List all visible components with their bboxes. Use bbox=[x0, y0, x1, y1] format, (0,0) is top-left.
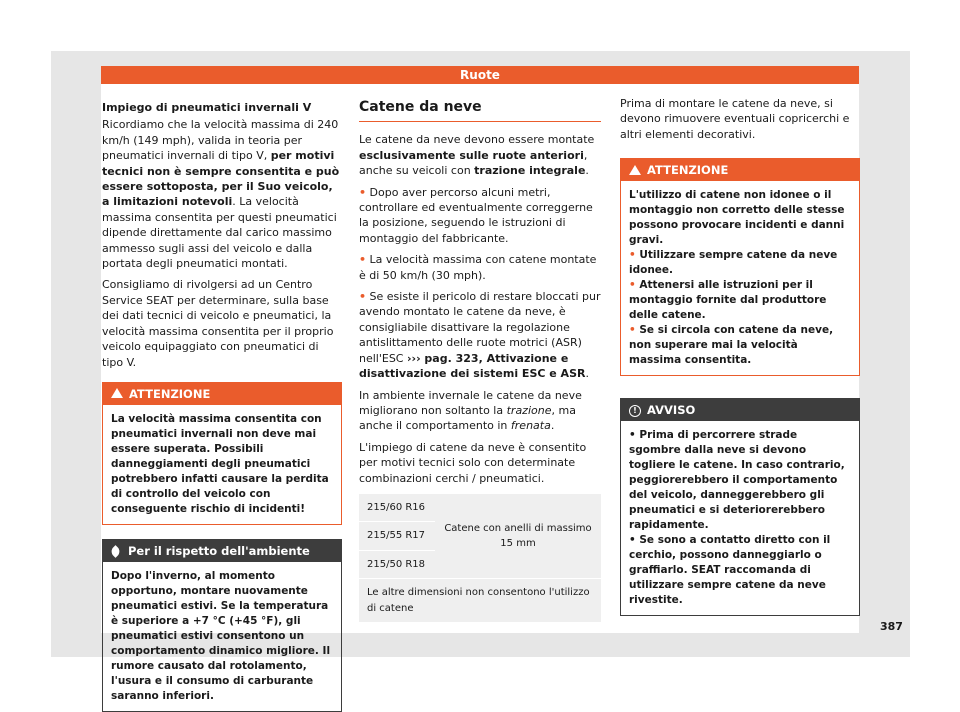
warning-bullet: • Attenersi alle istruzioni per il montaggio fornite dal produttore delle catene. bbox=[629, 279, 827, 322]
chains-table bbox=[359, 494, 601, 622]
winter-tyres-paragraph: Ricordiamo che la velocità massima di 240 km/h (149 mph), valida in teoria per pneumatici invernali di tipo V, per motivi tecnici non è sempre consentita e può essere sottoposta, per il Suo veicolo, a limitazioni notevoli. La velocità massima consentita per questi pneumatici dipende direttamente dal carico massimo ammesso sugli assi del veicolo e dalla portata degli pneumatici montati. bbox=[102, 118, 340, 271]
notice-body bbox=[621, 421, 859, 615]
environment-header: Per il rispetto dell'ambiente bbox=[103, 540, 341, 562]
chains-paragraph-3: L'impiego di catene da neve è consentito per motivi tecnici solo con determinate combinazioni cerchi / pneumatici. bbox=[359, 440, 587, 485]
bullet-icon: • bbox=[629, 249, 636, 262]
warning-bullet: • Se si circola con catene da neve, non superare mai la velocità massima consentita. bbox=[629, 324, 834, 367]
warning-text: La velocità massima consentita con pneumatici invernali non deve mai essere superata. Possibili danneggiamenti degli pneumatici potrebbero infatti causare la perdita di controllo del veicolo con conseguente rischio di incidenti! bbox=[111, 412, 329, 515]
warning-body bbox=[621, 181, 859, 375]
warning-header: ATTENZIONE bbox=[621, 159, 859, 181]
chains-intro: Le catene da neve devono essere montate esclusivamente sulle ruote anteriori, anche su veicoli con trazione integrale. bbox=[359, 133, 595, 178]
warning-bullet: • Utilizzare sempre catene da neve idonee. bbox=[629, 249, 838, 277]
warning-icon bbox=[629, 165, 641, 175]
bullet-icon: • bbox=[359, 185, 367, 199]
chains-paragraph-2: In ambiente invernale le catene da neve migliorano non soltanto la trazione, ma anche il comportamento in frenata. bbox=[359, 388, 582, 433]
warning-intro: L'utilizzo di catene non idonee o il montaggio non corretto delle stesse possono provocare incidenti e danni gravi. bbox=[629, 189, 845, 247]
chains-bullet-3: • Se esiste il pericolo di restare bloccati pur avendo montato le catene da neve, è consigliabile disattivare la regolazione antislittamento delle ruote motrici (ASR) nell'ESC ››› pag. 323, Attivazione e disattivazione dei sistemi ESC e ASR. bbox=[359, 290, 601, 381]
section-header: Ruote bbox=[101, 66, 859, 84]
bullet-icon: • bbox=[359, 253, 367, 267]
table-row bbox=[359, 494, 601, 522]
notice-bullet: • Se sono a contatto diretto con il cerchio, possono danneggiarlo o graffiarlo. SEAT raccomanda di utilizzare sempre catene da neve rivestite. bbox=[629, 534, 831, 607]
warning-box-speed bbox=[102, 382, 342, 525]
notice-bullet: • Prima di percorrere strade sgombre dalla neve si devono togliere le catene. In caso contrario, peggiorerebbero il comportamento del veicolo, danneggerebbero gli pneumatici e si deteriorerebbero rapidamente. bbox=[629, 429, 845, 532]
snow-chains-title: Catene da neve bbox=[359, 100, 601, 122]
table-footer: Le altre dimensioni non consentono l'utilizzo di catene bbox=[359, 579, 601, 622]
table-row bbox=[359, 579, 601, 622]
tyre-size-2: 215/55 R17 bbox=[359, 522, 435, 550]
winter-tyres-heading: Impiego di pneumatici invernali V bbox=[102, 101, 312, 114]
notice-box bbox=[620, 398, 860, 616]
environment-box bbox=[102, 539, 342, 712]
tyre-size-1: 215/60 R16 bbox=[367, 501, 426, 513]
notice-header: ! AVVISO bbox=[621, 399, 859, 421]
warning-icon bbox=[111, 388, 123, 398]
bullet-icon: • bbox=[629, 279, 636, 292]
column-2 bbox=[359, 100, 601, 622]
info-icon: ! bbox=[629, 405, 641, 417]
chains-bullet-1: • Dopo aver percorso alcuni metri, controllare ed eventualmente correggerne la posizione, seguendo le istruzioni di montaggio del fabbricante. bbox=[359, 185, 593, 245]
service-paragraph: Consigliamo di rivolgersi ad un Centro Service SEAT per determinare, sulla base dei dati tecnici di veicolo e pneumatici, la velocità massima consentita per il proprio veicolo equipaggiato con pneumatici di tipo V. bbox=[102, 278, 334, 369]
column-1 bbox=[102, 100, 342, 712]
chains-bullet-2: • La velocità massima con catene montate è di 50 km/h (30 mph). bbox=[359, 253, 597, 282]
chain-spec: Catene con anelli di massimo 15 mm bbox=[444, 522, 592, 550]
environment-text: Dopo l'inverno, al momento opportuno, montare nuovamente pneumatici estivi. Se la temperatura è superiore a +7 °C (+45 °F), gli pneumatici estivi consentono un comportamento dinamico migliore. Il rumore causato dal rotolamento, l'usura e il consumo di carburante saranno inferiori. bbox=[111, 569, 331, 702]
column-3 bbox=[620, 96, 860, 616]
leaf-icon bbox=[109, 545, 122, 558]
bullet-icon: • bbox=[629, 324, 636, 337]
warning-header: ATTENZIONE bbox=[103, 383, 341, 405]
page-reference-link[interactable]: ››› pag. 323, Attivazione e disattivazione dei sistemi ESC e ASR bbox=[359, 351, 586, 381]
page-number: 387 bbox=[880, 620, 903, 633]
remove-covers-paragraph: Prima di montare le catene da neve, si devono rimuovere eventuali copricerchi e altri elementi decorativi. bbox=[620, 97, 850, 141]
bullet-icon: • bbox=[359, 290, 367, 304]
warning-box-chains bbox=[620, 158, 860, 376]
tyre-size-3: 215/50 R18 bbox=[359, 550, 435, 578]
